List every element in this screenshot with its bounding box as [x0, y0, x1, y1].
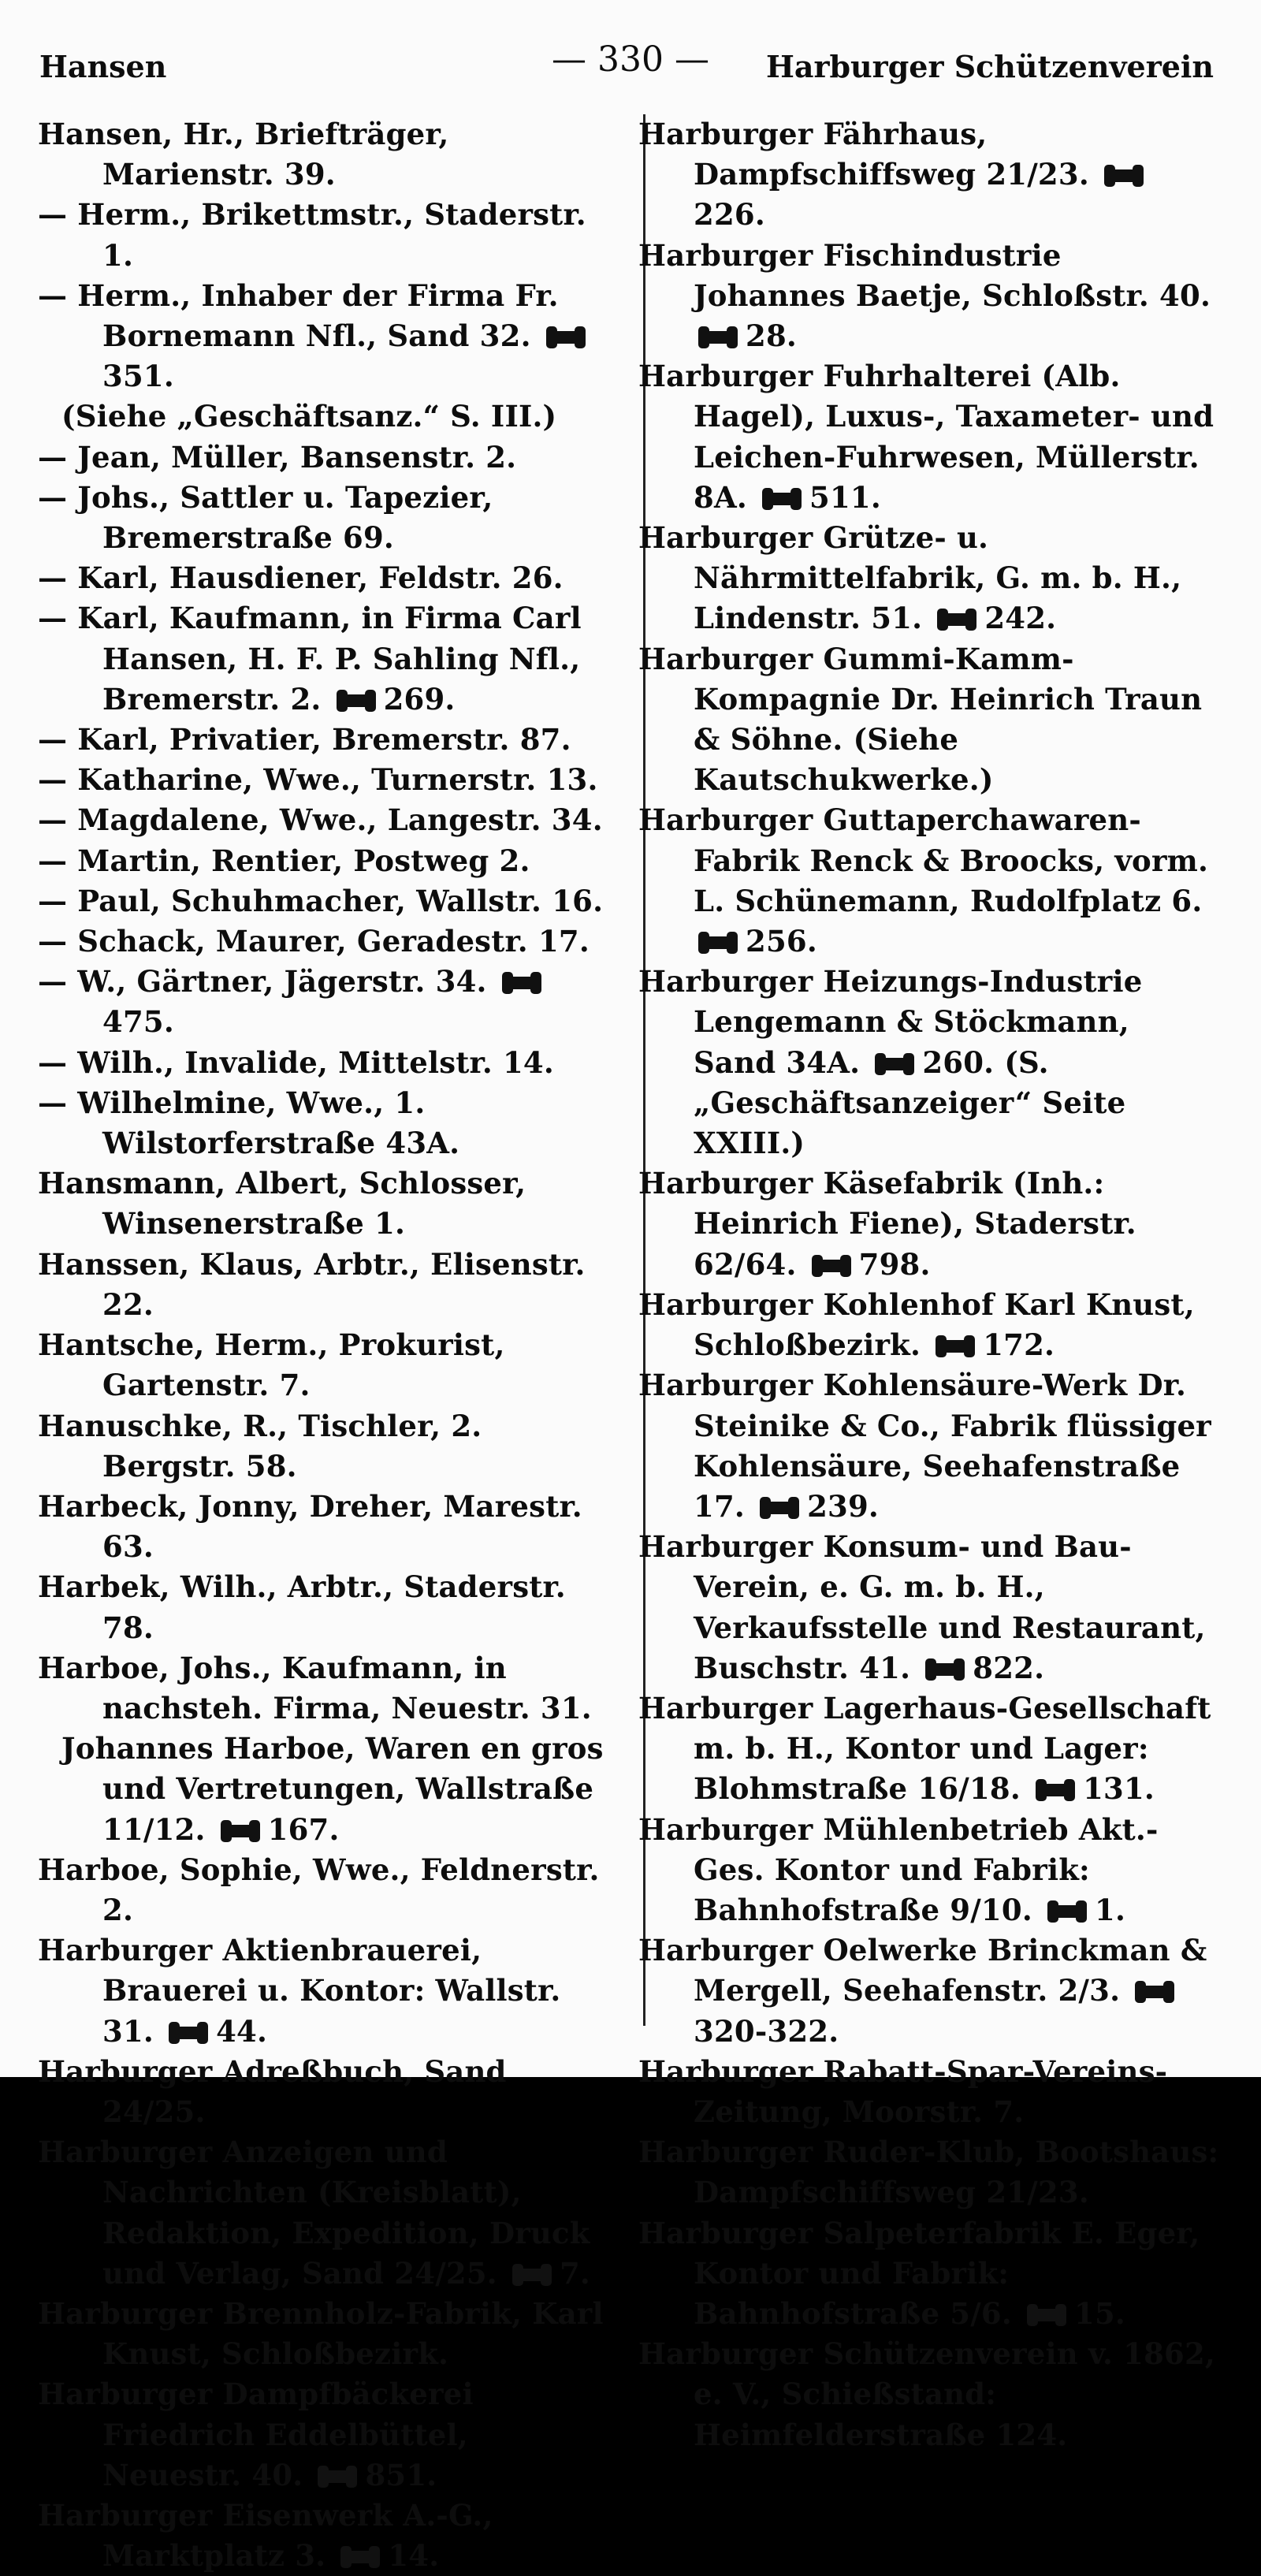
- directory-entry: [38, 720, 609, 760]
- directory-entry: [38, 1567, 609, 1647]
- directory-entry: [638, 2132, 1222, 2213]
- entry-text: Harburger Kohlensäure-Werk Dr. Steinike & Co., Fabrik flüssiger Kohlensäure, Seehafenstraße 17.: [638, 1368, 1211, 1524]
- directory-entry: [38, 558, 609, 598]
- phone-number: 475.: [102, 1004, 174, 1040]
- directory-entry: [38, 1406, 609, 1487]
- entry-text: — Johs., Sattler u. Tapezier, Bremerstraße 69.: [38, 479, 493, 556]
- entry-text: Harbek, Wilh., Arbtr., Staderstr. 78.: [38, 1569, 566, 1645]
- directory-entry: [638, 1285, 1222, 1365]
- telephone-icon: [546, 326, 586, 348]
- entry-text: — Jean, Müller, Bansenstr. 2.: [38, 439, 517, 475]
- entry-text: — Paul, Schuhmacher, Wallstr. 16.: [38, 883, 604, 918]
- telephone-icon: [1036, 1779, 1075, 1801]
- directory-entry: [38, 195, 609, 275]
- entry-text: — Magdalene, Wwe., Langestr. 34.: [38, 802, 603, 838]
- directory-entry: [638, 2052, 1222, 2132]
- directory-entry: [638, 639, 1222, 801]
- header-right-keyword: Harburger Schützenverein: [765, 49, 1214, 84]
- directory-entry: [638, 1688, 1222, 1810]
- entry-text: Harburger Eisenwerk A.-G., Marktplatz 3.: [38, 2497, 493, 2574]
- entry-text: Harbeck, Jonny, Dreher, Marestr. 63.: [38, 1488, 582, 1565]
- directory-entry: [638, 1810, 1222, 1931]
- entry-text: Harburger Schützenverein v. 1862, e. V., Schießstand: Heimfelderstraße 124.: [638, 2336, 1215, 2452]
- left-column: [38, 114, 609, 2576]
- phone-number: 28.: [746, 318, 797, 354]
- directory-entry: [38, 841, 609, 881]
- directory-entry: [38, 800, 609, 840]
- phone-number: 798.: [858, 1246, 931, 1282]
- entry-text: Harburger Grütze- u. Nährmittelfabrik, G. m. b. H., Lindenstr. 51.: [638, 520, 1182, 636]
- phone-number: 131.: [1083, 1771, 1155, 1807]
- telephone-icon: [875, 1053, 914, 1075]
- directory-entry: [38, 1487, 609, 1567]
- directory-entry: [38, 114, 609, 195]
- entry-text: Harburger Fuhrhalterei (Alb. Hagel), Luxus-, Taxameter- und Leichen-Fuhrwesen, Müllerstr. 8A.: [638, 359, 1215, 515]
- directory-entry: [38, 1850, 609, 1930]
- entry-text: Harburger Heizungs-Industrie Lengemann & Stöckmann, Sand 34A.: [638, 964, 1143, 1080]
- directory-entry: [638, 518, 1222, 639]
- directory-entry: [638, 1365, 1222, 1527]
- entry-text: (Siehe „Geschäftsanz.“ S. III.): [61, 399, 557, 434]
- entry-text: Harburger Dampfbäckerei Friedrich Eddelbüttel, Neuestr. 40.: [38, 2377, 474, 2492]
- entry-text: — Herm., Inhaber der Firma Fr. Bornemann Nfl., Sand 32.: [38, 277, 559, 354]
- directory-entry: [638, 1930, 1222, 2052]
- entry-text: Harburger Salpeterfabrik E. Eger, Kontor und Fabrik: Bahnhofstraße 5/6.: [638, 2215, 1200, 2331]
- entry-text: Harburger Brennholz-Fabrik, Karl Knust, Schloßbezirk.: [38, 2295, 604, 2372]
- entry-text: Hanssen, Klaus, Arbtr., Elisenstr. 22.: [38, 1246, 586, 1322]
- header-left-keyword: Hansen: [39, 49, 167, 84]
- entry-text: Harburger Fischindustrie Johannes Baetje, Schloßstr. 40.: [638, 237, 1211, 313]
- phone-number: 822.: [973, 1650, 1045, 1685]
- directory-entry: [38, 1083, 609, 1163]
- directory-entry: [638, 2334, 1222, 2455]
- page-number: — 330 —: [552, 39, 709, 80]
- entry-text: Harburger Kohlenhof Karl Knust, Schloßbezirk.: [638, 1286, 1195, 1363]
- telephone-icon: [760, 1497, 799, 1519]
- telephone-icon: [318, 2466, 357, 2488]
- telephone-icon: [337, 690, 376, 712]
- entry-text: — Karl, Hausdiener, Feldstr. 26.: [38, 560, 564, 596]
- directory-entry: [38, 2374, 609, 2496]
- phone-number: 260. (S. „Geschäftsanzeiger“ Seite XXIII.): [694, 1044, 1126, 1161]
- telephone-icon: [698, 932, 738, 954]
- directory-entry: [38, 478, 609, 558]
- entry-text: Harburger Guttaperchawaren-Fabrik Renck & Broocks, vorm. L. Schünemann, Rudolfplatz 6.: [638, 802, 1209, 918]
- directory-entry: [638, 114, 1222, 236]
- entry-text: — Karl, Privatier, Bremerstr. 87.: [38, 722, 571, 758]
- directory-entry: [638, 2213, 1222, 2335]
- telephone-icon: [1047, 1900, 1087, 1923]
- directory-entry: [38, 276, 609, 397]
- entry-text: Hansmann, Albert, Schlosser, Winsenerstraße 1.: [38, 1166, 526, 1241]
- telephone-icon: [1027, 2304, 1066, 2326]
- telephone-icon: [340, 2546, 380, 2568]
- right-column: [638, 114, 1222, 2455]
- entry-text: Harburger Fährhaus, Dampfschiffsweg 21/23.: [638, 117, 1089, 192]
- directory-entry: [38, 437, 609, 478]
- entry-text: Harboe, Sophie, Wwe., Feldnerstr. 2.: [38, 1852, 600, 1927]
- telephone-icon: [512, 2264, 552, 2286]
- entry-text: Hansen, Hr., Briefträger, Marienstr. 39.: [38, 117, 449, 192]
- entry-text: Harburger Ruder-Klub, Bootshaus: Dampfschiffsweg 21/23.: [638, 2135, 1219, 2210]
- directory-entry: [38, 1325, 609, 1405]
- phone-number: 226.: [694, 197, 765, 233]
- phone-number: 1.: [1095, 1892, 1126, 1927]
- entry-text: Hantsche, Herm., Prokurist, Gartenstr. 7.: [38, 1327, 505, 1403]
- entry-text: — Karl, Kaufmann, in Firma Carl Hansen, H. F. P. Sahling Nfl., Bremerstr. 2.: [38, 601, 582, 717]
- entry-text: Harburger Mühlenbetrieb Akt.-Ges. Kontor und Fabrik: Bahnhofstraße 9/10.: [638, 1811, 1159, 1927]
- entry-text: Harburger Gummi-Kamm-Kompagnie Dr. Heinrich Traun & Söhne. (Siehe Kautschukwerke.): [638, 641, 1203, 798]
- phone-number: 44.: [216, 2013, 268, 2049]
- telephone-icon: [937, 609, 976, 631]
- phone-number: 14.: [388, 2538, 440, 2574]
- directory-entry: [38, 2496, 609, 2576]
- directory-entry: [638, 800, 1222, 962]
- phone-number: 511.: [809, 479, 881, 515]
- telephone-icon: [698, 326, 738, 348]
- entry-text: Johannes Harboe, Waren en gros und Vertretungen, Wallstraße 11/12.: [61, 1731, 604, 1847]
- directory-entry: [38, 1043, 609, 1083]
- telephone-icon: [936, 1335, 975, 1357]
- directory-entry: [38, 1930, 609, 2052]
- directory-entry: [38, 921, 609, 962]
- telephone-icon: [1135, 1981, 1174, 2003]
- telephone-icon: [502, 972, 541, 994]
- entry-text: Harburger Anzeigen und Nachrichten (Kreisblatt), Redaktion, Expedition, Druck und Verlag, Sand 24/25.: [38, 2135, 590, 2291]
- directory-entry: [38, 1729, 609, 1850]
- entry-text: Harburger Rabatt-Spar-Vereins-Zeitung, Moorstr. 7.: [638, 2053, 1168, 2129]
- phone-number: 239.: [807, 1488, 879, 1524]
- directory-entry: [38, 598, 609, 720]
- phone-number: 351.: [102, 359, 174, 394]
- phone-number: 256.: [746, 924, 817, 959]
- directory-entry: [38, 962, 609, 1042]
- phone-number: 242.: [984, 601, 1057, 636]
- phone-number: 7.: [559, 2255, 591, 2291]
- entry-text: Harburger Oelwerke Brinckman & Mergell, Seehafenstr. 2/3.: [638, 1933, 1207, 2008]
- entry-text: Harburger Lagerhaus-Gesellschaft m. b. H., Kontor und Lager: Blohmstraße 16/18.: [638, 1690, 1211, 1807]
- entry-text: — Schack, Maurer, Geradestr. 17.: [38, 924, 590, 959]
- directory-entry: [38, 2294, 609, 2374]
- directory-entry: [638, 962, 1222, 1163]
- telephone-icon: [925, 1658, 965, 1681]
- directory-entry: [38, 1648, 609, 1729]
- page-header: [0, 32, 1261, 95]
- directory-entry: [638, 356, 1222, 518]
- directory-entry: [38, 2132, 609, 2294]
- directory-entry: [638, 1527, 1222, 1688]
- directory-entry: [38, 1163, 609, 1244]
- telephone-icon: [812, 1255, 851, 1277]
- directory-entry: [38, 2052, 609, 2132]
- entry-text: Harburger Aktienbrauerei, Brauerei u. Kontor: Wallstr. 31.: [38, 1933, 561, 2049]
- entry-text: — Martin, Rentier, Postweg 2.: [38, 843, 530, 878]
- directory-entry: [38, 881, 609, 921]
- phone-number: 269.: [383, 681, 456, 717]
- directory-entry: [638, 236, 1222, 357]
- telephone-icon: [1104, 165, 1144, 187]
- entry-text: — Herm., Brikettmstr., Staderstr. 1.: [38, 197, 586, 273]
- entry-text: Hanuschke, R., Tischler, 2. Bergstr. 58.: [38, 1408, 482, 1483]
- entry-text: Harboe, Johs., Kaufmann, in nachsteh. Firma, Neuestr. 31.: [38, 1650, 592, 1725]
- directory-entry: [638, 1163, 1222, 1285]
- telephone-icon: [762, 488, 802, 510]
- entry-text: Harburger Käsefabrik (Inh.: Heinrich Fiene), Staderstr. 62/64.: [638, 1166, 1136, 1282]
- entry-text: Harburger Adreßbuch, Sand 24/25.: [38, 2053, 507, 2129]
- entry-text: — Wilhelmine, Wwe., 1. Wilstorferstraße 43A.: [38, 1085, 460, 1161]
- directory-entry: [38, 1245, 609, 1325]
- directory-entry: [38, 396, 609, 437]
- telephone-icon: [221, 1820, 260, 1842]
- phone-number: 320-322.: [694, 2013, 839, 2049]
- entry-text: — Wilh., Invalide, Mittelstr. 14.: [38, 1044, 554, 1080]
- phone-number: 15.: [1074, 2295, 1126, 2331]
- phone-number: 851.: [365, 2457, 437, 2492]
- phone-number: 167.: [267, 1811, 340, 1847]
- phone-number: 172.: [983, 1327, 1055, 1363]
- telephone-icon: [169, 2022, 208, 2044]
- entry-text: — W., Gärtner, Jägerstr. 34.: [38, 964, 487, 1000]
- directory-entry: [38, 760, 609, 800]
- entry-text: — Katharine, Wwe., Turnerstr. 13.: [38, 762, 598, 798]
- entry-text: Harburger Konsum- und Bau-Verein, e. G. m. b. H., Verkaufsstelle und Restaurant, Buschstr. 41.: [638, 1529, 1206, 1685]
